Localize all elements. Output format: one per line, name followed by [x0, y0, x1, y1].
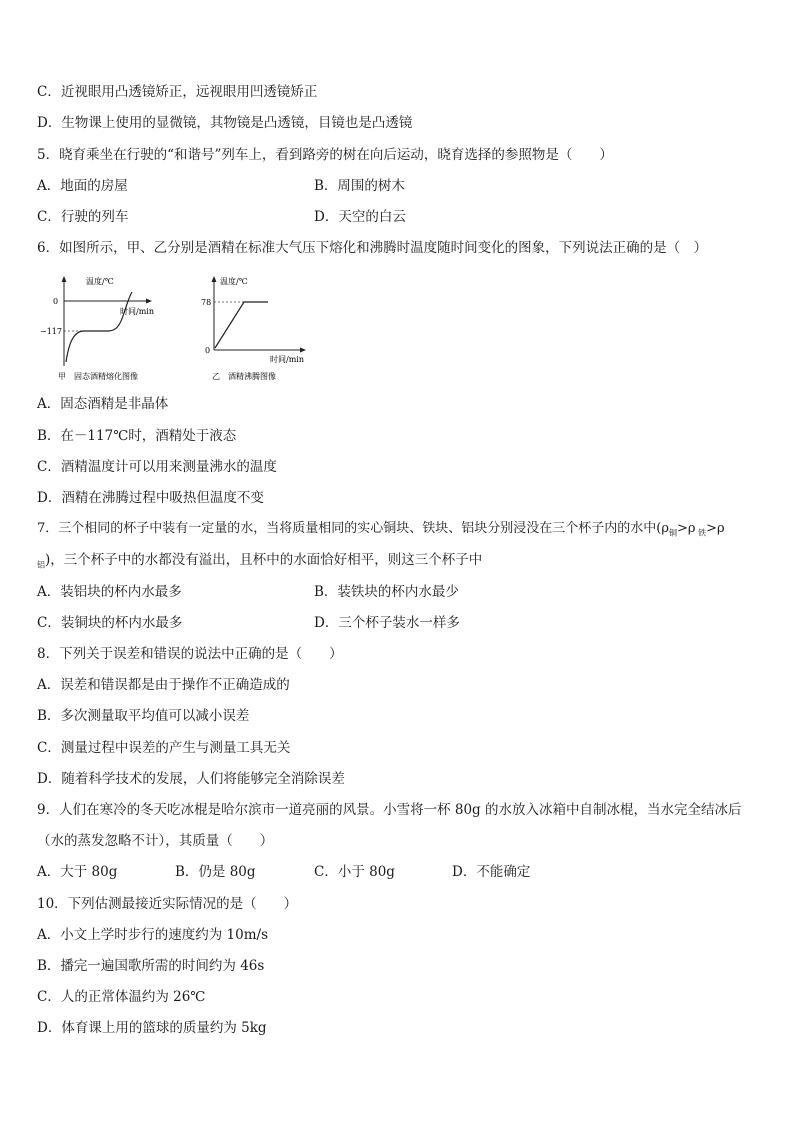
- jia-caption: 甲 固态酒精熔化图像: [58, 372, 138, 381]
- option-q7-a: A．装铝块的杯内水最多: [37, 584, 182, 600]
- question-5: 5．晓育乘坐在行驶的“和谐号”列车上，看到路旁的树在向后运动，晓育选择的参照物是（ ）: [37, 147, 613, 163]
- jia-x-arrow: [146, 299, 152, 304]
- option-q4-d: D．生物课上使用的显微镜，其物镜是凸透镜，目镜也是凸透镜: [37, 115, 413, 131]
- q7-sub-fe: 铁: [695, 528, 707, 538]
- q7-gt1: >ρ: [677, 521, 696, 536]
- option-q8-a: A．误差和错误都是由于操作不正确造成的: [37, 677, 290, 693]
- option-q10-b: B．播完一遍国歌所需的时间约为 46s: [37, 958, 265, 974]
- option-q10-c: C．人的正常体温约为 26℃: [37, 989, 206, 1005]
- option-q9-a: A．大于 80g: [37, 864, 118, 880]
- question-9-line2: （水的蒸发忽略不计），其质量（ ）: [37, 833, 274, 849]
- question-6: 6．如图所示，甲、乙分别是酒精在标准大气压下熔化和沸腾时温度随时间变化的图象，下列说法正确的是（ ）: [37, 240, 708, 256]
- question-7-line2: [37, 551, 482, 575]
- option-q7-d: D．三个杯子装水一样多: [314, 615, 460, 631]
- option-q5-c: C．行驶的列车: [37, 209, 129, 225]
- yi-caption: 乙 酒精沸腾图像: [212, 372, 276, 381]
- q7-gt2: >ρ: [706, 521, 725, 536]
- jia-y-label: 温度/℃: [86, 277, 114, 286]
- option-q5-b: B．周围的树木: [314, 178, 405, 194]
- yi-tick-78: 78: [201, 298, 212, 307]
- option-q6-b: B．在－117℃时，酒精处于液态: [37, 428, 237, 444]
- yi-y-arrow: [212, 276, 217, 282]
- yi-y-label: 温度/℃: [220, 277, 248, 286]
- question-8: 8．下列关于误差和错误的说法中正确的是（ ）: [37, 646, 343, 662]
- option-q10-d: D．体育课上用的篮球的质量约为 5kg: [37, 1020, 267, 1036]
- option-q5-d: D．天空的白云: [314, 209, 406, 225]
- option-q7-b: B．装铁块的杯内水最少: [314, 584, 459, 600]
- question-9-line1: 9．人们在寒冷的冬天吃冰棍是哈尔滨市一道亮丽的风景。小雪将一杯 80g 的水放入冰箱中自制冰棍，当水完全结冰后: [37, 802, 742, 818]
- figure-jia-melting-graph: [36, 268, 166, 383]
- option-q10-a: A．小文上学时步行的速度约为 10m/s: [37, 927, 268, 943]
- q7-text2: )，三个杯子中的水都没有溢出，且杯中的水面恰好相平，则这三个杯子中: [45, 552, 483, 568]
- option-q9-b: B．仍是 80g: [175, 864, 256, 880]
- q7-sub-al: 铝: [37, 560, 45, 570]
- option-q6-a: A．固态酒精是非晶体: [37, 396, 169, 412]
- question-7-line1: [37, 520, 725, 543]
- q7-sub-cu: 铜: [669, 528, 677, 538]
- yi-curve: [215, 302, 268, 348]
- option-q4-c: C．近视眼用凸透镜矫正，远视眼用凹透镜矫正: [37, 84, 318, 100]
- yi-x-label: 时间/min: [270, 355, 304, 364]
- jia-y-arrow: [62, 276, 67, 282]
- jia-curve: [66, 292, 132, 362]
- q7-rho: ρ: [661, 521, 669, 536]
- jia-tick-0: 0: [53, 297, 59, 306]
- option-q6-d: D．酒精在沸腾过程中吸热但温度不变: [37, 490, 264, 506]
- option-q8-d: D．随着科学技术的发展，人们将能够完全消除误差: [37, 771, 345, 787]
- option-q8-b: B．多次测量取平均值可以减小误差: [37, 708, 250, 724]
- option-q8-c: C．测量过程中误差的产生与测量工具无关: [37, 740, 291, 756]
- option-q7-c: C．装铜块的杯内水最多: [37, 615, 183, 631]
- option-q5-a: A．地面的房屋: [37, 178, 128, 194]
- option-q6-c: C．酒精温度计可以用来测量沸水的温度: [37, 459, 277, 475]
- jia-tick-m117: −117: [40, 327, 62, 336]
- figure-yi-boiling-graph: [198, 268, 318, 383]
- option-q9-d: D．不能确定: [452, 864, 531, 880]
- jia-x-label: 时间/min: [120, 307, 154, 316]
- question-10: 10．下列估测最接近实际情况的是（ ）: [37, 896, 298, 912]
- q7-text: 7．三个相同的杯子中装有一定量的水，当将质量相同的实心铜块、铁块、铝块分别浸没在三个杯子内的水中(: [37, 521, 662, 536]
- option-q9-c: C．小于 80g: [314, 864, 395, 880]
- yi-x-arrow: [300, 348, 306, 353]
- yi-tick-0: 0: [205, 346, 211, 355]
